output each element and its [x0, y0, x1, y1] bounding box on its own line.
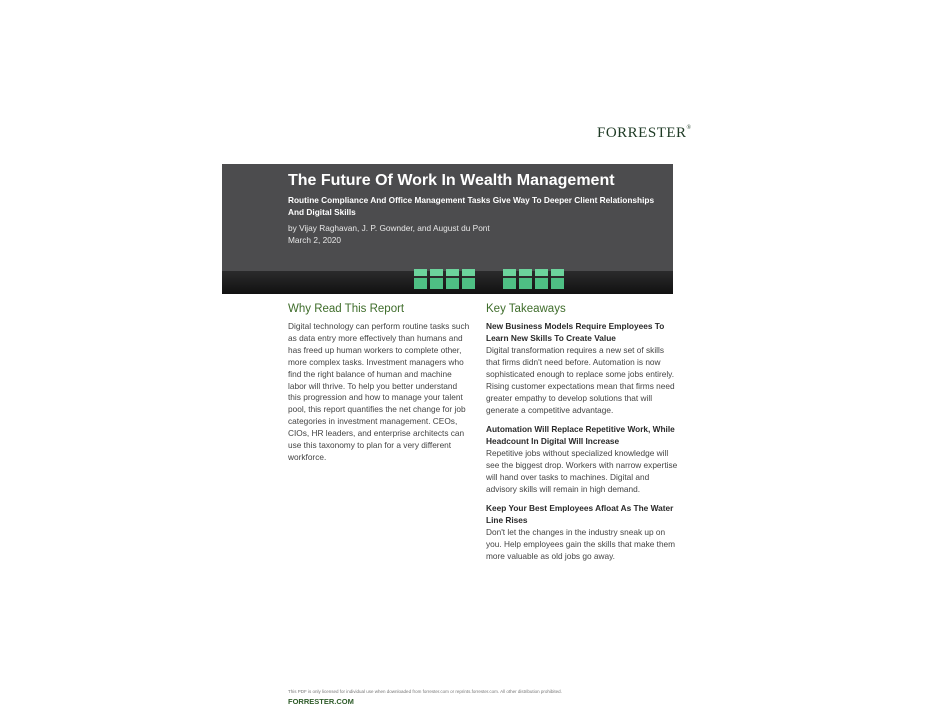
takeaway-2-body: Repetitive jobs without specialized knowledge will see the biggest drop. Workers with narrow expertise will hand over tasks to machines. Digital and advisory skills will remain in high demand.	[486, 448, 678, 494]
registered-mark: ®	[686, 125, 692, 131]
takeaway-3-title: Keep Your Best Employees Afloat As The Water Line Rises	[486, 503, 674, 525]
tile-icon	[551, 269, 564, 289]
forrester-site-link[interactable]: FORRESTER.COM	[288, 697, 354, 706]
tile-icon	[414, 269, 427, 289]
tile-group-left	[414, 269, 475, 289]
tile-icon	[535, 269, 548, 289]
report-cover-banner	[222, 164, 673, 294]
takeaway-1-title: New Business Models Require Employees To Learn New Skills To Create Value	[486, 321, 665, 343]
license-note: This PDF is only licensed for individual use when downloaded from forrester.com or reprints.forrester.com. All other distribution prohibited.	[288, 689, 562, 694]
takeaway-1-body: Digital transformation requires a new set of skills that firms didn't need before. Automation is now sophisticated enough to replace some jobs entirely. Rising customer expectations mean that firms need greater empathy to develop solutions that will generate a competitive advantage.	[486, 345, 675, 415]
takeaway-2-title: Automation Will Replace Repetitive Work, While Headcount In Digital Will Increase	[486, 424, 675, 446]
report-title: The Future Of Work In Wealth Management	[288, 172, 615, 189]
tile-group-right	[503, 269, 564, 289]
tile-icon	[503, 269, 516, 289]
tile-icon	[430, 269, 443, 289]
tile-icon	[462, 269, 475, 289]
takeaway-3-body: Don't let the changes in the industry sneak up on you. Help employees gain the skills that make them more valuable as old jobs go away.	[486, 527, 676, 561]
forrester-logo	[597, 125, 692, 142]
report-subtitle: Routine Compliance And Office Management Tasks Give Way To Deeper Client Relationships And Digital Skills	[288, 195, 655, 217]
tile-icon	[446, 269, 459, 289]
why-read-heading: Why Read This Report	[288, 303, 405, 315]
report-date: March 2, 2020	[288, 235, 342, 245]
why-read-body: Digital technology can perform routine tasks such as data entry more effectively than humans and has freed up human workers to complete other, more complex tasks. Investment managers who find the right balance of human and machine labor will thrive. To help you better understand this progression and how to manage your talent pool, this report quantifies the net change for job categories in investment management. CEOs, CIOs, HR leaders, and enterprise architects can use this taxonomy to plan for a very different workforce.	[288, 321, 470, 462]
tile-icon	[519, 269, 532, 289]
report-authors: by Vijay Raghavan, J. P. Gownder, and August du Pont	[288, 223, 490, 233]
logo-text: FORRESTER	[597, 125, 687, 141]
key-takeaways-heading: Key Takeaways	[486, 303, 566, 315]
